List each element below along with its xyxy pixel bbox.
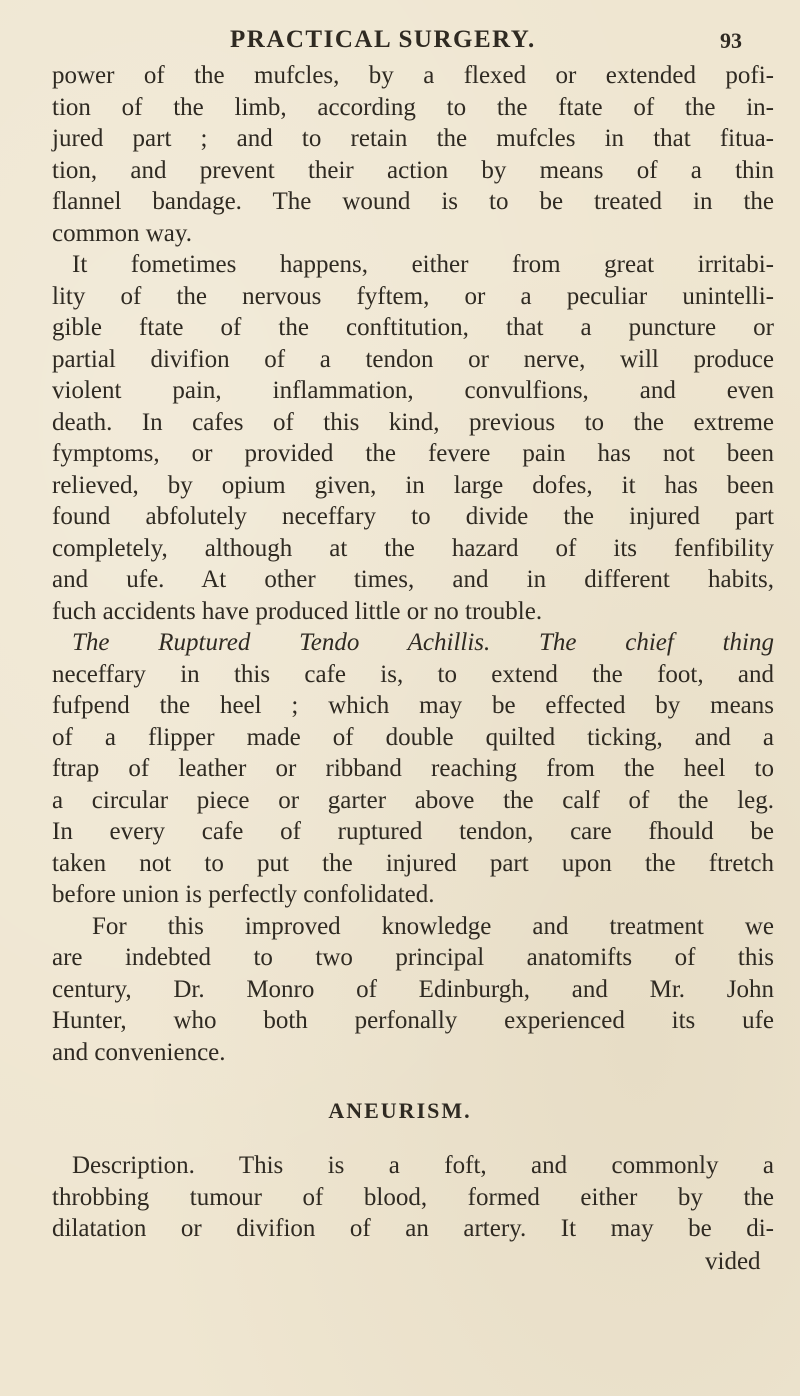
text-line: and ufe. At other times, and in different habits, bbox=[52, 566, 774, 593]
text-line: century, Dr. Monro of Edinburgh, and Mr. John bbox=[52, 975, 774, 1003]
catchword: vided bbox=[705, 1248, 761, 1275]
text-line: of a flipper made of double quilted ticking, and a bbox=[52, 723, 774, 751]
text-line: and convenience. bbox=[52, 1038, 226, 1066]
text-line: gible ftate of the conftitution, that a puncture or bbox=[52, 314, 774, 341]
text-line: tion, and prevent their action by means of a thin bbox=[52, 156, 774, 184]
text-line: a circular piece or garter above the calf of the leg. bbox=[52, 786, 774, 814]
text-line: lity of the nervous fyftem, or a peculiar unintelli- bbox=[52, 282, 774, 310]
text-line: completely, although at the hazard of its fenfibility bbox=[52, 534, 774, 562]
running-title: PRACTICAL SURGERY. bbox=[230, 26, 536, 53]
main-text-block bbox=[52, 60, 774, 1068]
running-head bbox=[0, 20, 800, 60]
text-line: jured part ; and to retain the mufcles in that fitua- bbox=[52, 125, 774, 152]
text-line: flannel bandage. The wound is to be treated in the bbox=[52, 188, 774, 215]
text-line: are indebted to two principal anatomifts of this bbox=[52, 944, 774, 971]
text-line: fufpend the heel ; which may be effected by means bbox=[52, 692, 774, 719]
text-line: power of the mufcles, by a flexed or extended pofi- bbox=[52, 62, 774, 89]
text-line: found abfolutely neceffary to divide the injured part bbox=[52, 503, 774, 530]
text-line: fuch accidents have produced little or no trouble. bbox=[52, 597, 543, 625]
text-line: common way. bbox=[52, 219, 193, 247]
text-line: tion of the limb, according to the ftate of the in- bbox=[52, 93, 774, 121]
text-line: violent pain, inflammation, convulfions, and even bbox=[52, 377, 774, 404]
text-line: partial divifion of a tendon or nerve, will produce bbox=[52, 345, 774, 373]
text-line: relieved, by opium given, in large dofes, it has been bbox=[52, 471, 774, 499]
text-line: dilatation or divifion of an artery. It may be di- bbox=[52, 1215, 774, 1242]
text-line: throbbing tumour of blood, formed either by the bbox=[52, 1183, 774, 1211]
page-number: 93 bbox=[720, 28, 742, 53]
text-line: neceffary in this cafe is, to extend the foot, and bbox=[52, 660, 774, 688]
text-line: Description. This is a foft, and commonly a bbox=[72, 1152, 774, 1179]
text-line: The Ruptured Tendo Achillis. The chief thing bbox=[72, 629, 774, 656]
text-line: fymptoms, or provided the fevere pain has not been bbox=[52, 440, 774, 467]
text-line: For this improved knowledge and treatment we bbox=[92, 912, 774, 940]
description-block bbox=[52, 1150, 774, 1245]
text-line: before union is perfectly confolidated. bbox=[52, 881, 435, 908]
text-line: It fometimes happens, either from great irritabi- bbox=[72, 251, 774, 278]
text-line: death. In cafes of this kind, previous to the extreme bbox=[52, 408, 774, 436]
text-line: In every cafe of ruptured tendon, care fhould be bbox=[52, 818, 774, 845]
text-line: ftrap of leather or ribband reaching from the heel to bbox=[52, 755, 774, 782]
text-line: Hunter, who both perfonally experienced its ufe bbox=[52, 1007, 774, 1034]
text-line: taken not to put the injured part upon the ftretch bbox=[52, 849, 774, 877]
section-heading: ANEURISM. bbox=[328, 1098, 472, 1123]
